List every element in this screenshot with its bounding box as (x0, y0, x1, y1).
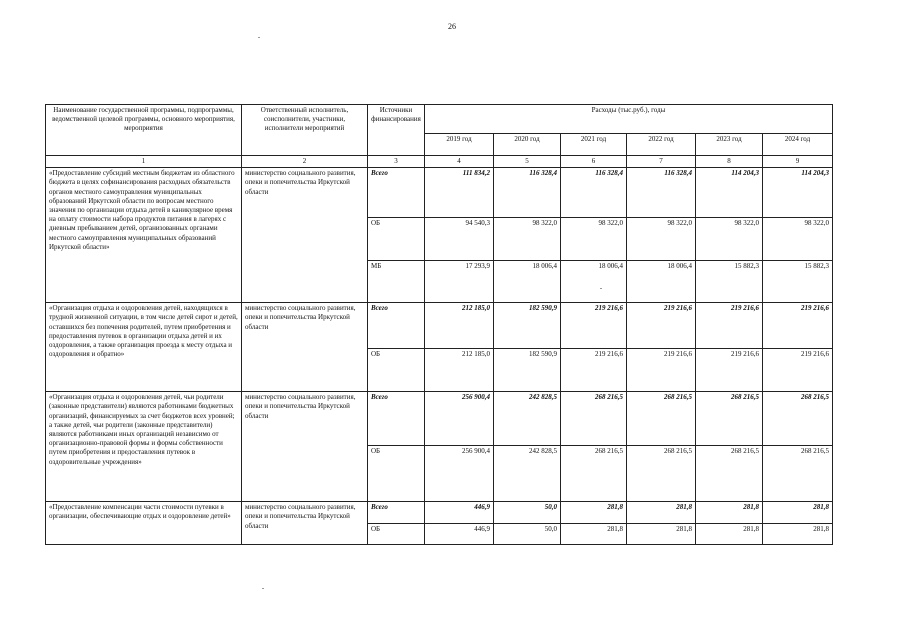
expense-value: 116 328,4 (627, 168, 696, 218)
expense-value: 268 216,5 (627, 392, 696, 446)
expense-value: 281,8 (561, 524, 627, 545)
responsible-executor: министерство социального развития, опеки и попечительства Иркутской области (242, 168, 368, 303)
expense-value: 182 590,9 (494, 349, 561, 392)
expense-value: 242 828,5 (494, 446, 561, 502)
funding-source: ОБ (368, 446, 425, 502)
scan-speck (258, 37, 260, 38)
header-responsible: Ответственный исполнитель, соисполнители, участники, исполнители мероприятий (242, 105, 368, 156)
responsible-executor: министерство социального развития, опеки и попечительства Иркутской области (242, 502, 368, 545)
funding-source: МБ (368, 261, 425, 303)
event-name: «Предоставление субсидий местным бюджетам из областного бюджета в целях софинансирования расходных обязательств органов местного самоуправления муниципальных образований Иркутской области по вопросам местного значения по организации отдыха детей в каникулярное время на оплату стоимости набора продуктов питания в лагерях с дневным пребыванием детей, организованных органами местного самоуправления муниципальных образований Иркутской области» (46, 168, 242, 303)
expense-value: 219 216,6 (763, 349, 833, 392)
expense-value: 94 540,3 (425, 218, 494, 261)
expense-value: 219 216,6 (696, 349, 763, 392)
expense-value: 98 322,0 (561, 218, 627, 261)
header-year: 2019 год (425, 134, 494, 156)
expense-value: 242 828,5 (494, 392, 561, 446)
expense-value: 268 216,5 (627, 446, 696, 502)
table-row (46, 303, 833, 349)
column-number: 7 (627, 156, 696, 168)
expense-value: 281,8 (763, 524, 833, 545)
expense-value: 50,0 (494, 502, 561, 524)
expense-value: 98 322,0 (763, 218, 833, 261)
expense-value: 114 204,3 (696, 168, 763, 218)
expense-value: 281,8 (696, 524, 763, 545)
expense-value: 116 328,4 (494, 168, 561, 218)
funding-source: Всего (368, 168, 425, 218)
header-name: Наименование государственной программы, подпрограммы, ведомственной целевой программы, основного мероприятия, мероприятия (46, 105, 242, 156)
table-row (46, 392, 833, 446)
expense-value: 281,8 (696, 502, 763, 524)
header-year: 2024 год (763, 134, 833, 156)
event-name: «Предоставление компенсации части стоимости путевки в организации, обеспечивающие отдых и оздоровление детей» (46, 502, 242, 545)
expense-value: 98 322,0 (627, 218, 696, 261)
responsible-executor: министерство социального развития, опеки и попечительства Иркутской области (242, 392, 368, 502)
event-name: «Организация отдыха и оздоровления детей, находящихся в трудной жизненной ситуации, в том числе детей сирот и детей, оставшихся без попечения родителей, путем приобретения и предоставления путевок в организации отдыха детей и их оздоровления, а также организация проезда к месту отдыха и оздоровления и обратно» (46, 303, 242, 392)
expense-value: 268 216,5 (561, 446, 627, 502)
column-number: 4 (425, 156, 494, 168)
scan-speck (600, 288, 602, 289)
expense-value: 268 216,5 (696, 446, 763, 502)
budget-table (45, 104, 833, 545)
expense-value: 256 900,4 (425, 392, 494, 446)
expense-value: 15 882,3 (696, 261, 763, 303)
funding-source: Всего (368, 392, 425, 446)
column-number: 1 (46, 156, 242, 168)
expense-value: 281,8 (627, 502, 696, 524)
expense-value: 219 216,6 (763, 303, 833, 349)
expense-value: 446,9 (425, 502, 494, 524)
column-number-row (46, 156, 833, 168)
funding-source: ОБ (368, 349, 425, 392)
expense-value: 17 293,9 (425, 261, 494, 303)
expense-value: 256 900,4 (425, 446, 494, 502)
expense-value: 18 006,4 (561, 261, 627, 303)
expense-value: 50,0 (494, 524, 561, 545)
expense-value: 219 216,6 (561, 349, 627, 392)
header-year: 2022 год (627, 134, 696, 156)
expense-value: 212 185,0 (425, 349, 494, 392)
header-year: 2021 год (561, 134, 627, 156)
page-number: 26 (448, 22, 456, 31)
expense-value: 281,8 (627, 524, 696, 545)
funding-source: ОБ (368, 524, 425, 545)
expense-value: 15 882,3 (763, 261, 833, 303)
event-name: «Организация отдыха и оздоровления детей, чьи родители (законные представители) являются работниками бюджетных организаций, финансируемых за счет бюджетов всех уровней; а также детей, чьи родители (законные представители) являются работниками иных организаций независимо от организационно-правовой формы и формы собственности путем приобретения и предоставления путевок в оздоровительные учреждения» (46, 392, 242, 502)
table-row (46, 502, 833, 524)
column-number: 2 (242, 156, 368, 168)
funding-source: Всего (368, 303, 425, 349)
expense-value: 182 590,9 (494, 303, 561, 349)
responsible-executor: министерство социального развития, опеки и попечительства Иркутской области (242, 303, 368, 392)
header-year: 2023 год (696, 134, 763, 156)
column-number: 6 (561, 156, 627, 168)
column-number: 9 (763, 156, 833, 168)
expense-value: 446,9 (425, 524, 494, 545)
expense-value: 212 185,0 (425, 303, 494, 349)
expense-value: 268 216,5 (561, 392, 627, 446)
expense-value: 116 328,4 (561, 168, 627, 218)
expense-value: 268 216,5 (763, 446, 833, 502)
expense-value: 281,8 (561, 502, 627, 524)
column-number: 3 (368, 156, 425, 168)
table-row (46, 168, 833, 218)
expense-value: 219 216,6 (696, 303, 763, 349)
expense-value: 98 322,0 (696, 218, 763, 261)
expense-value: 219 216,6 (627, 303, 696, 349)
funding-source: ОБ (368, 218, 425, 261)
expense-value: 18 006,4 (494, 261, 561, 303)
column-number: 5 (494, 156, 561, 168)
table-header (46, 105, 833, 168)
table-body (46, 168, 833, 545)
expense-value: 98 322,0 (494, 218, 561, 261)
column-number: 8 (696, 156, 763, 168)
expense-value: 18 006,4 (627, 261, 696, 303)
funding-source: Всего (368, 502, 425, 524)
header-expenses: Расходы (тыс.руб.), годы (425, 105, 833, 134)
scan-speck (262, 588, 264, 589)
expense-value: 281,8 (763, 502, 833, 524)
expense-value: 219 216,6 (561, 303, 627, 349)
expense-value: 114 204,3 (763, 168, 833, 218)
expense-value: 111 834,2 (425, 168, 494, 218)
header-source: Источники финансирования (368, 105, 425, 156)
expense-value: 268 216,5 (696, 392, 763, 446)
header-year: 2020 год (494, 134, 561, 156)
expense-value: 268 216,5 (763, 392, 833, 446)
expense-value: 219 216,6 (627, 349, 696, 392)
